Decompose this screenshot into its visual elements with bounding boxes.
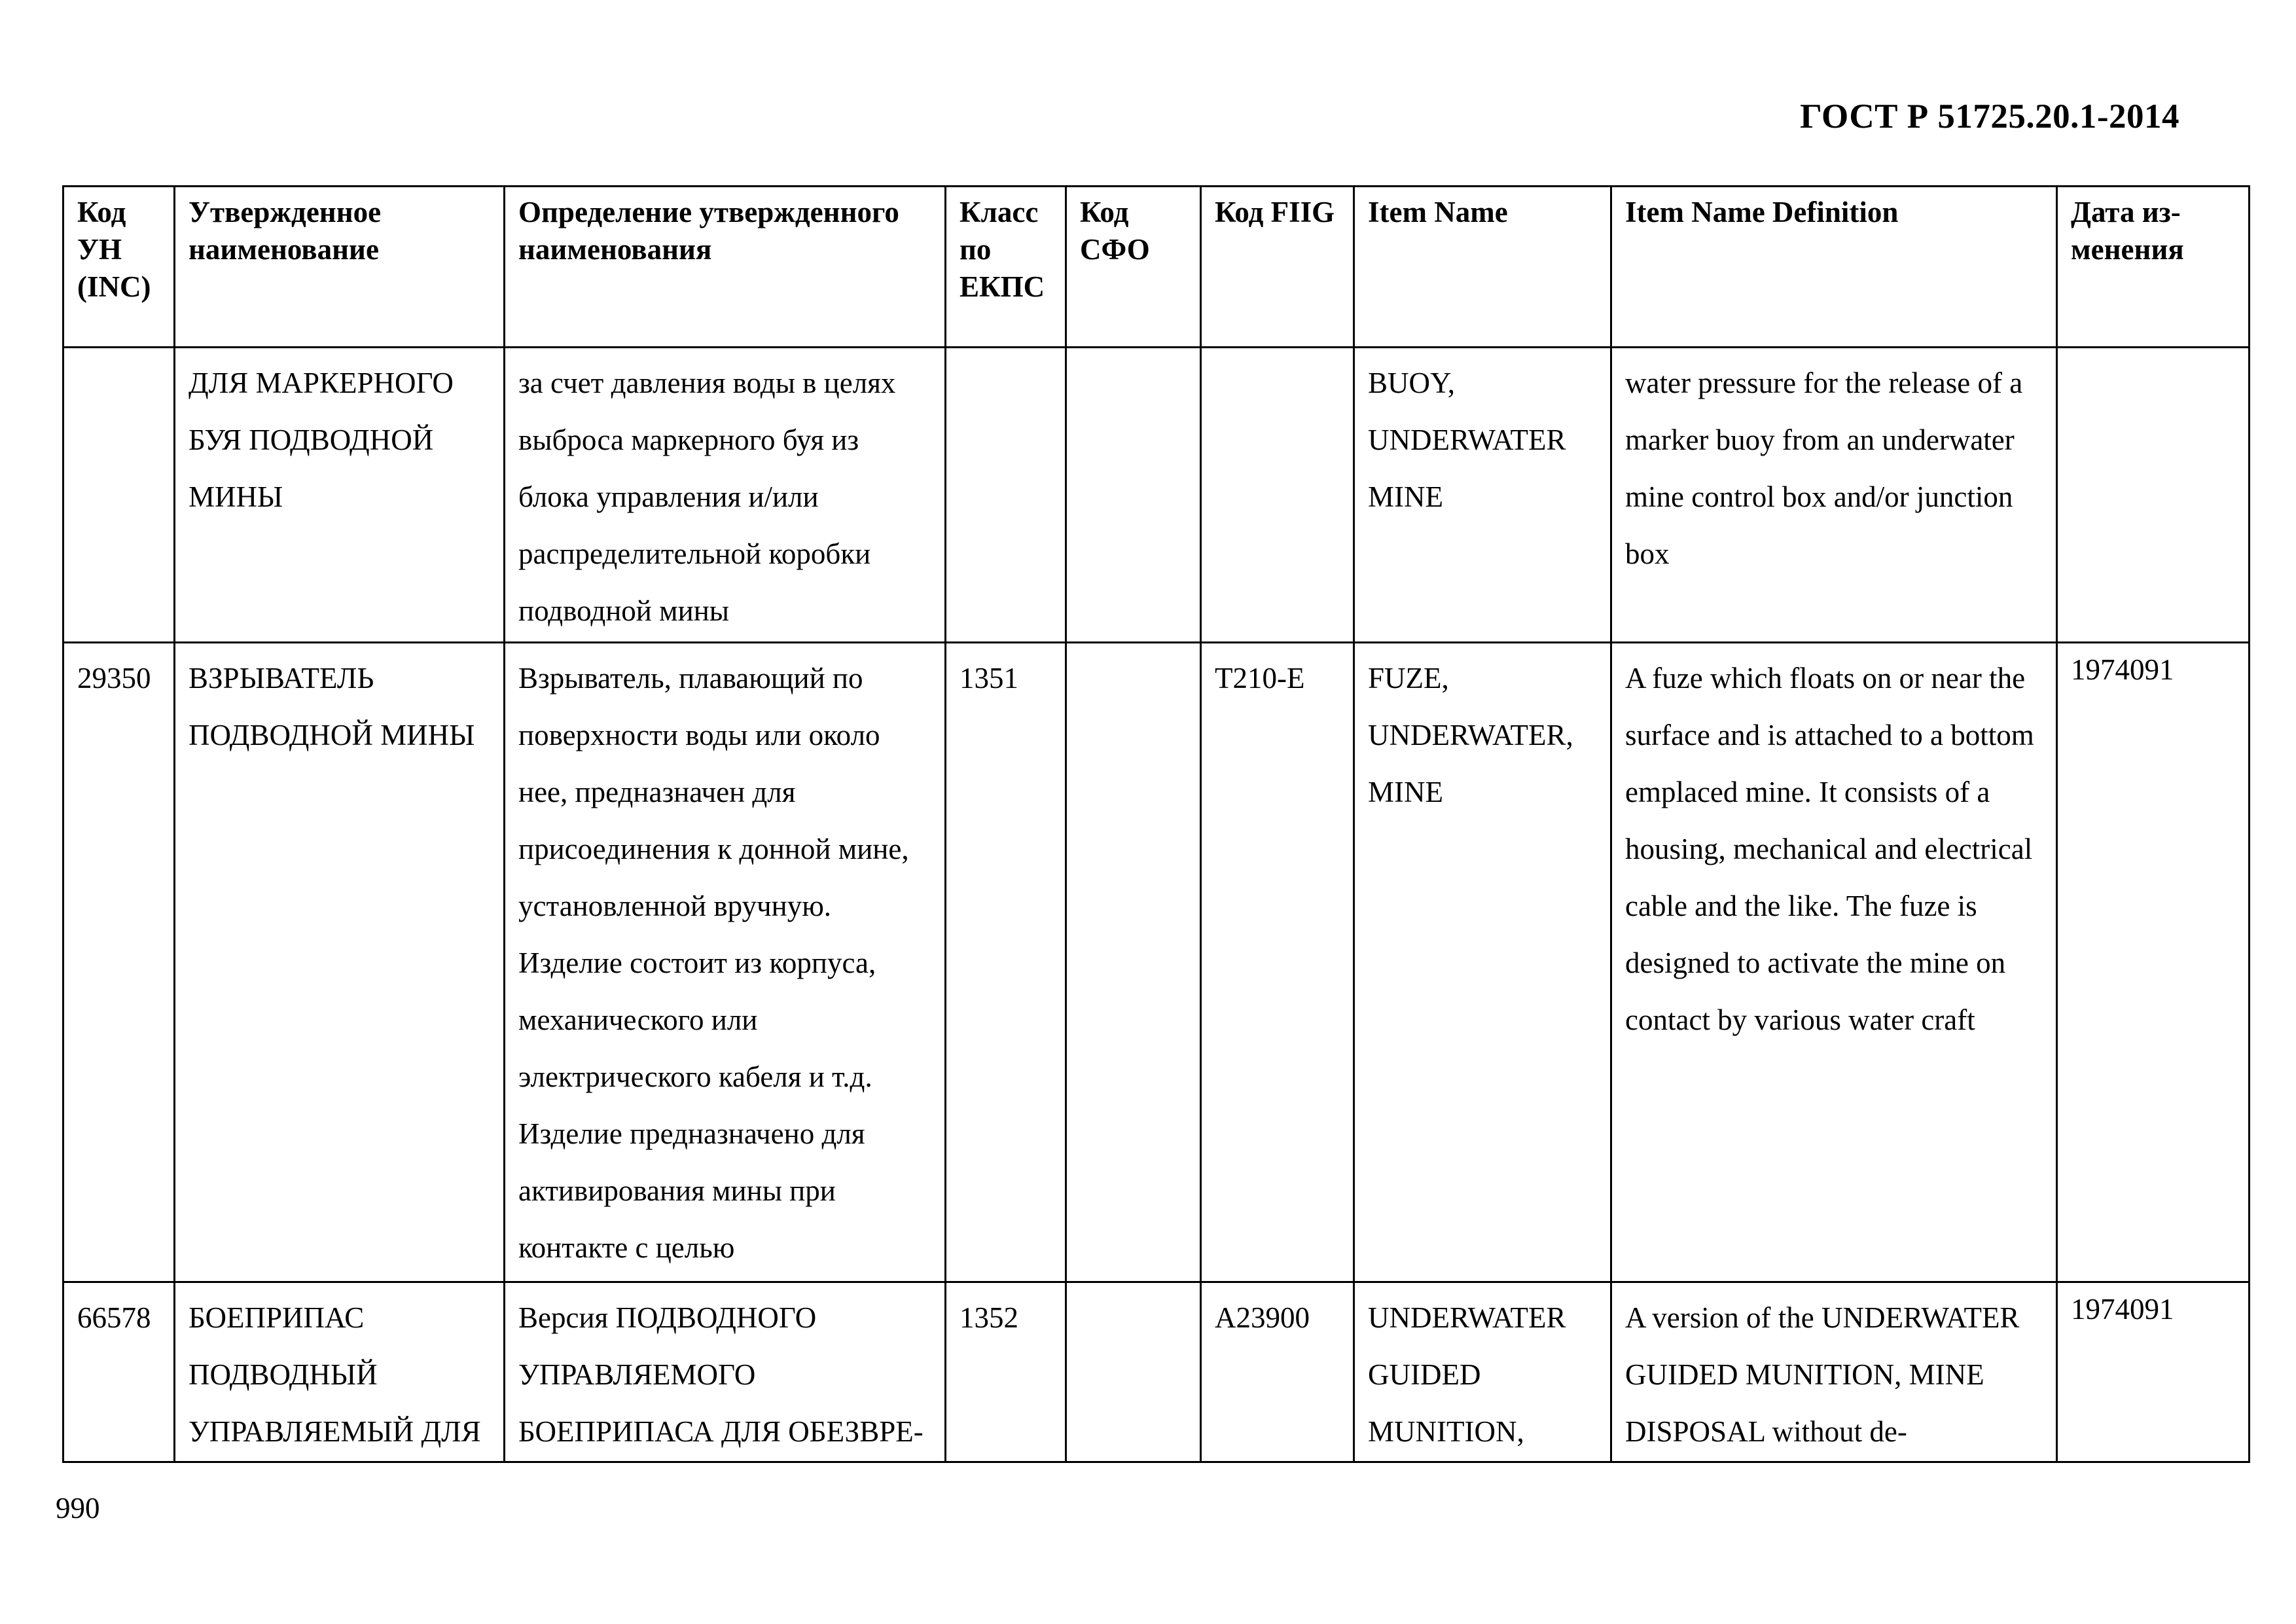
column-header-fiig: Код FIIG [1201,187,1354,348]
page-number: 990 [56,1492,100,1525]
standard-code: ГОСТ Р 51725.20.1-2014 [1800,98,2179,135]
cell-inc [63,348,175,643]
cell-definition: Взрыватель, плавающий по поверхности воды или около нее, предназначен для присоединения к донной мине, установленной вручную. Изделие состоит из корпуса, механического или электрического кабеля и т.д. Изделие предназначено для активирования мины при контакте с целью [505,643,946,1282]
cell-class: 1351 [946,643,1066,1282]
catalog-table [62,185,2250,1463]
cell-inc: 66578 [63,1282,175,1462]
column-header-approved-name: Утвержденное наименование [175,187,505,348]
column-header-item-name: Item Name [1354,187,1611,348]
table-header-row [63,187,2250,348]
cell-sfo [1066,643,1201,1282]
cell-item-name: BUOY, UNDERWATER MINE [1354,348,1611,643]
cell-change-date [2057,348,2250,643]
table-row [63,1282,2250,1462]
cell-fiig [1201,348,1354,643]
column-header-sfo: Код СФО [1066,187,1201,348]
cell-approved-name: БОЕПРИПАС ПОДВОДНЫЙ УПРАВЛЯЕМЫЙ ДЛЯ [175,1282,505,1462]
column-header-definition: Определение утвержденного наименования [505,187,946,348]
cell-class [946,348,1066,643]
cell-definition: Версия ПОДВОДНОГО УПРАВЛЯЕМОГО БОЕПРИПАСА ДЛЯ ОБЕЗВРЕ- [505,1282,946,1462]
column-header-item-name-definition: Item Name Definition [1611,187,2057,348]
cell-inc: 29350 [63,643,175,1282]
cell-sfo [1066,348,1201,643]
column-header-inc: Код УН (INC) [63,187,175,348]
cell-change-date: 1974091 [2057,1282,2250,1462]
cell-item-name-definition: water pressure for the release of a marker buoy from an underwater mine control box and/or junction box [1611,348,2057,643]
table-row [63,348,2250,643]
cell-sfo [1066,1282,1201,1462]
cell-definition: за счет давления воды в целях выброса маркерного буя из блока управления и/или распределительной коробки подводной мины [505,348,946,643]
cell-item-name-definition: A version of the UNDERWATER GUIDED MUNITION, MINE DISPOSAL without de- [1611,1282,2057,1462]
cell-class: 1352 [946,1282,1066,1462]
table-row [63,643,2250,1282]
column-header-class: Класс по ЕКПС [946,187,1066,348]
column-header-change-date: Дата из-менения [2057,187,2250,348]
cell-fiig: A23900 [1201,1282,1354,1462]
cell-item-name-definition: A fuze which floats on or near the surface and is attached to a bottom emplaced mine. It consists of a housing, mechanical and electrical cable and the like. The fuze is designed to activate the mine on contact by various water craft [1611,643,2057,1282]
cell-fiig: T210-E [1201,643,1354,1282]
cell-item-name: FUZE, UNDERWATER, MINE [1354,643,1611,1282]
cell-item-name: UNDERWATER GUIDED MUNITION, [1354,1282,1611,1462]
cell-approved-name: ВЗРЫВАТЕЛЬ ПОДВОДНОЙ МИНЫ [175,643,505,1282]
cell-change-date: 1974091 [2057,643,2250,1282]
cell-approved-name: ДЛЯ МАРКЕРНОГО БУЯ ПОДВОДНОЙ МИНЫ [175,348,505,643]
